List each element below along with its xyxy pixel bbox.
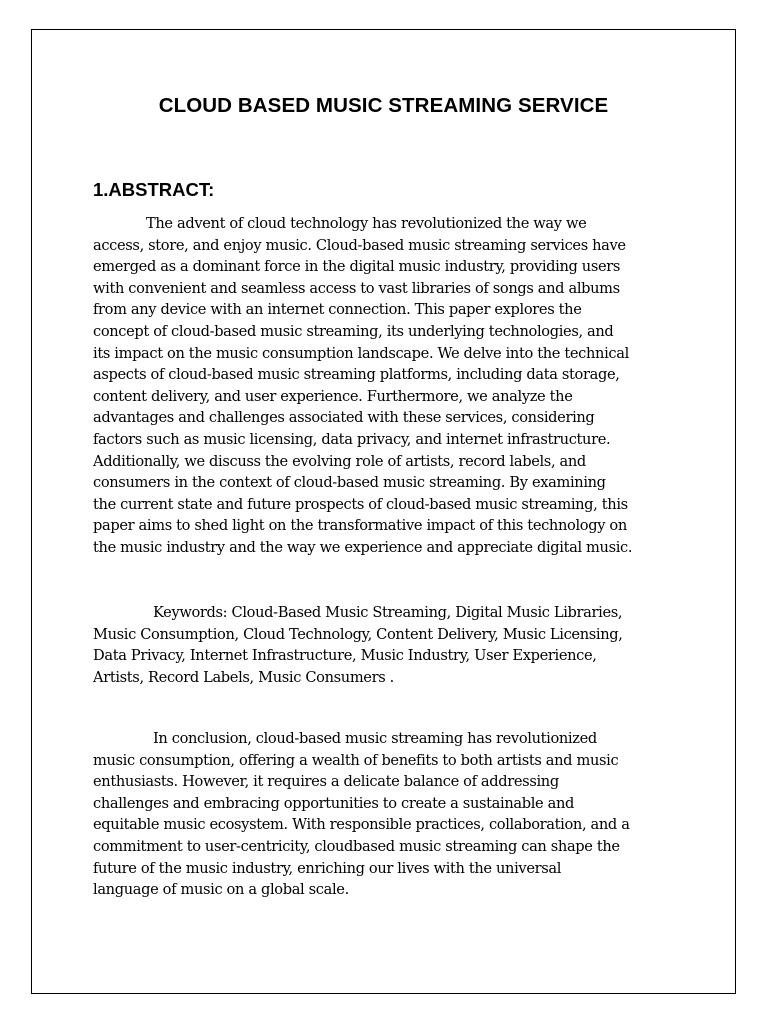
keywords-line: Artists, Record Labels, Music Consumers .: [93, 668, 394, 686]
abstract-line: the music industry and the way we experience and appreciate digital music.: [93, 538, 633, 556]
document-title: CLOUD BASED MUSIC STREAMING SERVICE: [158, 94, 609, 117]
abstract-line: content delivery, and user experience. Furthermore, we analyze the: [93, 387, 573, 405]
abstract-line: the current state and future prospects of cloud-based music streaming, this: [93, 495, 628, 513]
keywords-paragraph: [93, 602, 683, 688]
abstract-line: aspects of cloud-based music streaming platforms, including data storage,: [93, 366, 620, 384]
conclusion-line: future of the music industry, enriching our lives with the universal: [93, 859, 562, 877]
conclusion-line: music consumption, offering a wealth of benefits to both artists and music: [93, 751, 619, 769]
abstract-line: emerged as a dominant force in the digital music industry, providing users: [93, 258, 621, 276]
conclusion-line: equitable music ecosystem. With responsible practices, collaboration, and a: [93, 816, 630, 834]
abstract-heading: 1.ABSTRACT:: [93, 179, 215, 200]
abstract-line: access, store, and enjoy music. Cloud-based music streaming services have: [93, 236, 626, 254]
conclusion-line: In conclusion, cloud-based music streaming has revolutionized: [153, 730, 597, 747]
conclusion-line: language of music on a global scale.: [93, 881, 349, 899]
abstract-line: Additionally, we discuss the evolving role of artists, record labels, and: [93, 452, 586, 470]
conclusion-line: challenges and embracing opportunities to create a sustainable and: [93, 794, 574, 812]
keywords-line: Keywords: Cloud-Based Music Streaming, Digital Music Libraries,: [153, 604, 623, 621]
conclusion-line: commitment to user-centricity, cloudbased music streaming can shape the: [93, 837, 620, 855]
abstract-line: factors such as music licensing, data privacy, and internet infrastructure.: [93, 430, 611, 448]
abstract-line: advantages and challenges associated with these services, considering: [93, 409, 595, 427]
document-page: [31, 29, 736, 994]
abstract-line: concept of cloud-based music streaming, its underlying technologies, and: [93, 322, 614, 340]
keywords-line: Data Privacy, Internet Infrastructure, Music Industry, User Experience,: [93, 647, 597, 665]
keywords-line: Music Consumption, Cloud Technology, Content Delivery, Music Licensing,: [93, 625, 623, 643]
abstract-line: consumers in the context of cloud-based music streaming. By examining: [93, 474, 606, 492]
abstract-line: from any device with an internet connection. This paper explores the: [93, 301, 582, 319]
abstract-line: with convenient and seamless access to vast libraries of songs and albums: [93, 279, 620, 297]
conclusion-paragraph: [93, 728, 683, 901]
abstract-line: The advent of cloud technology has revolutionized the way we: [146, 215, 587, 232]
abstract-line: paper aims to shed light on the transformative impact of this technology on: [93, 517, 627, 535]
abstract-paragraph: [93, 213, 683, 559]
conclusion-line: enthusiasts. However, it requires a delicate balance of addressing: [93, 773, 559, 791]
abstract-line: its impact on the music consumption landscape. We delve into the technical: [93, 344, 629, 362]
